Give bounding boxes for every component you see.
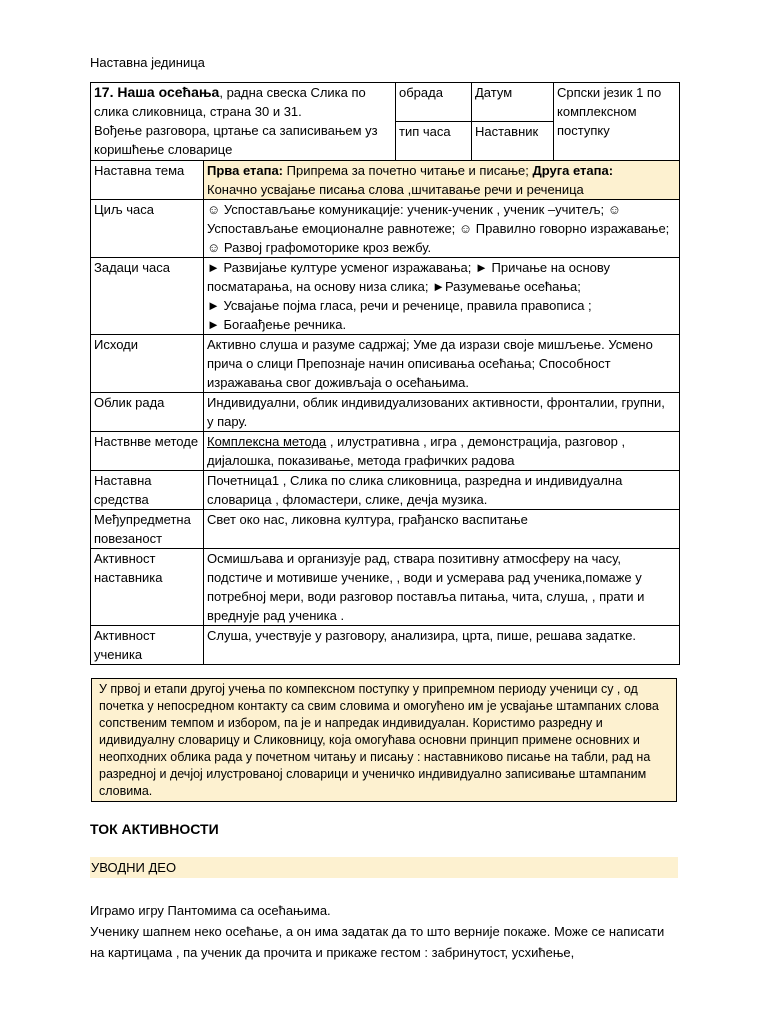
body-line-2: Ученику шапнем неко осећање, а он има задатак да то што верније покаже. Може се написати на картицама , па ученик да прочита и прикаже гестом : забринутост, усхићење,: [90, 924, 665, 960]
tema-text-2: Коначно усвајање писања слова ,шчитавање речи и реченица: [207, 182, 584, 197]
obrada-cell: обрада: [396, 83, 472, 122]
ishodi-label: Исходи: [91, 335, 204, 393]
cilj-label: Циљ часа: [91, 200, 204, 258]
row-aktivnost-nastavnika: [91, 549, 680, 626]
row-oblik: [91, 393, 680, 432]
subject-cell: Српски језик 1 по комплексном поступку: [554, 83, 680, 161]
metode-text: , илустративна , игра , демонстрација, разговор , дијалошка, показивање, метода графичких радова: [207, 434, 626, 468]
metode-underlined: Комплексна метода: [207, 434, 327, 449]
aktivnost-ucenika-value: Слуша, учествује у разговору, анализира, црта, пише, решава задатке.: [204, 626, 680, 665]
tema-label: Наставна тема: [91, 161, 204, 200]
lesson-title-cell: [91, 83, 396, 161]
nastavnik-cell: Наставник: [472, 122, 554, 161]
tema-text-1: Припрема за почетно читање и писање;: [283, 163, 533, 178]
row-zadaci: [91, 258, 680, 335]
zadaci-line-2: ► Усвајање појма гласа, речи и реченице, правила правописа ;: [207, 298, 592, 313]
section-title: ТОК АКТИВНОСТИ: [90, 821, 219, 837]
row-sredstva: [91, 471, 680, 510]
row-cilj: [91, 200, 680, 258]
cilj-value: ☺ Успостављање комуникације: ученик-ученик , ученик –учитељ; ☺ Успостављање емоционалне равнотеже; ☺ Правилно говорно изражавање; ☺ Развој графомоторике кроз вежбу.: [204, 200, 680, 258]
tip-casa-cell: тип часа: [396, 122, 472, 161]
info-box: У првој и етапи другој учења по компексном поступку у припремном периоду ученици су , од почетка у непосредном контакту са свим словима и омогућено им је усвајање штампаних слова сопственим темпом и избором, па је и напредак индивидуалан. Користимо разредну и идивидуалну словарицу и Сликовницу, која омогућава основни принцип примене основних и неопходних облика рада у почетном читању и писању : наставниково писање на табли, рад на разредној и дечјој илустрованој словарици и ученичко индивидуално записивање штампаним словима.: [91, 678, 677, 802]
datum-cell: Датум: [472, 83, 554, 122]
povezanost-label: Међупредметна повезаност: [91, 510, 204, 549]
aktivnost-nastavnika-value: Осмишљава и организује рад, ствара позитивну атмосферу на часу, подстиче и мотивише ученике, , води и усмерава рад ученика,помаже у потребној мери, води разговор поставља питања, чита, слуша, , прати и вреднује рад ученика .: [204, 549, 680, 626]
row-aktivnost-ucenika: [91, 626, 680, 665]
sredstva-value: Почетница1 , Слика по слика сликовница, разредна и индивидуална словарица , фломастери, слике, дечја музика.: [204, 471, 680, 510]
aktivnost-ucenika-label: Активност ученика: [91, 626, 204, 665]
oblik-label: Облик рада: [91, 393, 204, 432]
row-povezanost: [91, 510, 680, 549]
zadaci-label: Задаци часа: [91, 258, 204, 335]
tema-value: [204, 161, 680, 200]
zadaci-line-3: ► Богаађење речника.: [207, 317, 347, 332]
header-row-1: [91, 83, 680, 122]
povezanost-value: Свет око нас, ликовна култура, грађанско васпитање: [204, 510, 680, 549]
row-ishodi: [91, 335, 680, 393]
lesson-plan-table: [90, 82, 680, 665]
sredstva-label: Наставна средства: [91, 471, 204, 510]
zadaci-line-1: ► Развијање културе усменог изражавања; ► Причање на основу посматарања, на основу низа слика; ►Разумевање осећања;: [207, 260, 611, 294]
intro-section-heading: УВОДНИ ДЕО: [90, 857, 678, 878]
lesson-title-line2: Вођење разговора, цртање са записивањем уз коришћење словарице: [94, 123, 378, 157]
metode-value: [204, 432, 680, 471]
tema-bold-2: Друга етапа:: [532, 163, 614, 178]
tema-bold-1: Прва етапа:: [207, 163, 284, 178]
body-line-1: Играмо игру Пантомима са осећањима.: [90, 903, 331, 918]
metode-label: Наствнве методе: [91, 432, 204, 471]
oblik-value: Индивидуални, облик индивидуализованих активности, фронталии, групни, у пару.: [204, 393, 680, 432]
lesson-title-rest: , радна свеска Слика по слика сликовница, страна 30 и 31.: [94, 85, 366, 119]
body-text: [90, 900, 680, 963]
lesson-title-bold: 17. Наша осећања: [94, 84, 220, 100]
row-tema: [91, 161, 680, 200]
unit-label: Наставна јединица: [90, 55, 205, 70]
ishodi-value: Активно слуша и разуме садржај; Уме да изрази своје мишљење. Усмено прича о слици Препознаје начин описивања осећања; Способност изражавања свог доживљаја о осећањима.: [204, 335, 680, 393]
zadaci-value: [204, 258, 680, 335]
row-metode: [91, 432, 680, 471]
aktivnost-nastavnika-label: Активност наставника: [91, 549, 204, 626]
